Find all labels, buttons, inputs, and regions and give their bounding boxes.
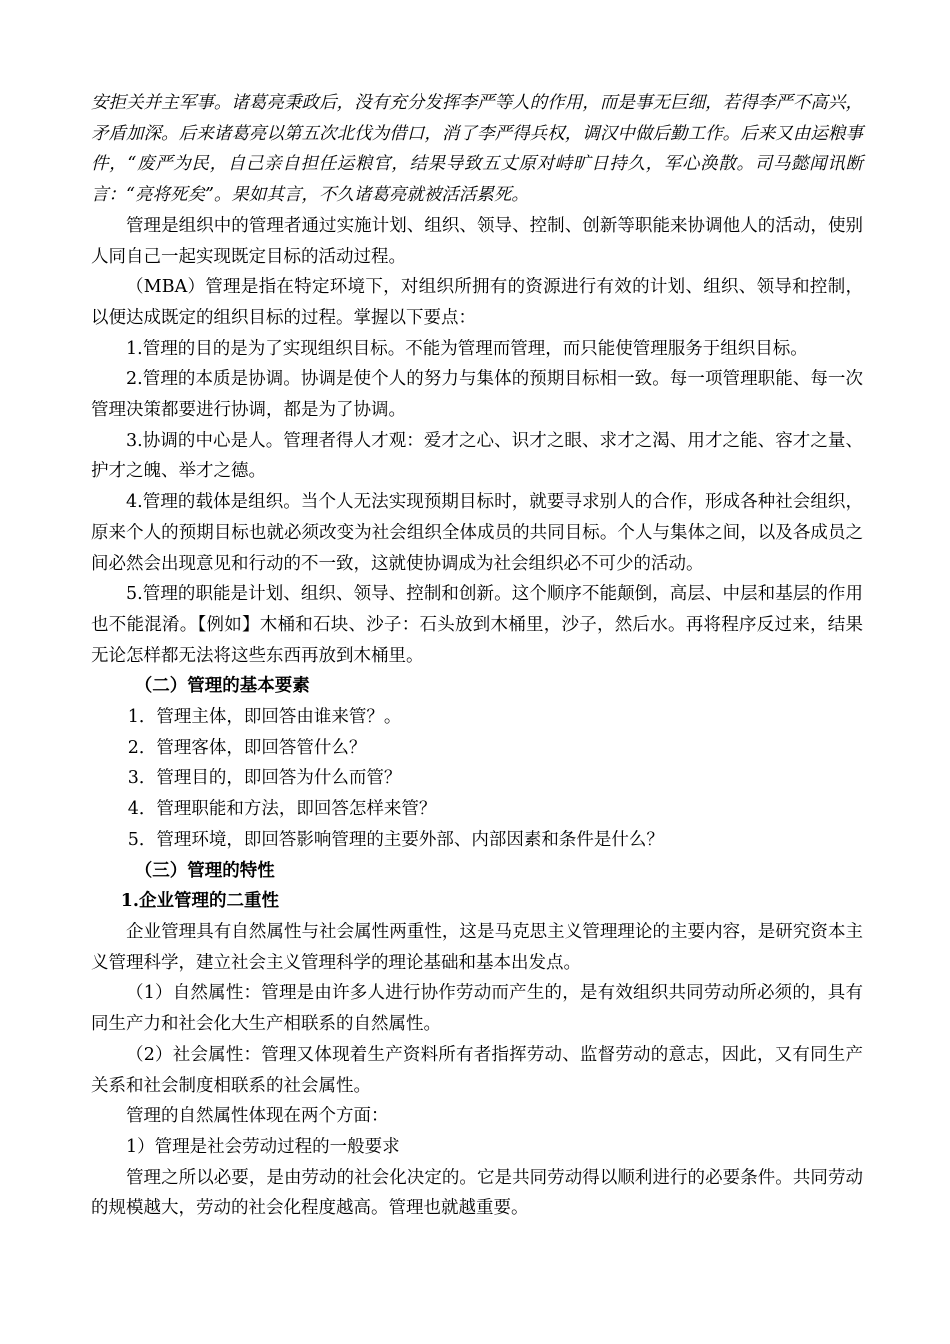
element-item: 2．管理客体，即回答管什么？: [127, 737, 367, 758]
natural-aspect-1: 1）管理是社会劳动过程的一般要求: [126, 1136, 400, 1157]
element-item: 1．管理主体，即回答由谁来管？。: [127, 707, 402, 728]
section-heading-characteristics: （三）管理的特性: [134, 860, 275, 881]
necessity-paragraph: 管理之所以必要，是由劳动的社会化决定的。它是共同劳动得以顺利进行的必要条件。共同劳动的规模越大，劳动的社会化程度越高。管理也就越重要。: [91, 1167, 863, 1219]
key-point-3: 3.协调的中心是人。管理者得人才观：爱才之心、识才之眼、求才之渴、用才之能、容才之量、护才之魄、举才之德。: [91, 430, 863, 482]
element-item: 3．管理目的，即回答为什么而管？: [127, 768, 402, 789]
natural-aspects-intro: 管理的自然属性体现在两个方面：: [126, 1106, 389, 1127]
key-point-2: 2.管理的本质是协调。协调是使个人的努力与集体的预期目标相一致。每一项管理职能、每一次管理决策都要进行协调，都是为了协调。: [91, 369, 863, 421]
subheading-duality: 1.企业管理的二重性: [120, 891, 280, 912]
element-item: 4．管理职能和方法，即回答怎样来管？: [127, 799, 437, 820]
definition-paragraph: 管理是组织中的管理者通过实施计划、组织、领导、控制、创新等职能来协调他人的活动，使别人同自己一起实现既定目标的活动过程。: [91, 215, 863, 267]
key-point-4: 4.管理的载体是组织。当个人无法实现预期目标时，就要寻求别人的合作，形成各种社会组织，原来个人的预期目标也就必须改变为社会组织全体成员的共同目标。个人与集体之间，以及各成员之间必然会出现意见和行动的不一致，这就使协调成为社会组织必不可少的活动。: [91, 492, 863, 574]
mba-definition-paragraph: （MBA）管理是指在特定环境下，对组织所拥有的资源进行有效的计划、组织、领导和控制，以便达成既定的组织目标的过程。掌握以下要点：: [91, 277, 863, 328]
document-body: [91, 88, 863, 1224]
section-heading-basic-elements: （二）管理的基本要素: [134, 676, 310, 697]
natural-attribute-paragraph: （1）自然属性：管理是由许多人进行协作劳动而产生的，是有效组织共同劳动所必须的，具有同生产力和社会化大生产相联系的自然属性。: [91, 983, 863, 1035]
story-paragraph: 安拒关并主军事。诸葛亮秉政后，没有充分发挥李严等人的作用，而是事无巨细，若得李严不高兴，矛盾加深。后来诸葛亮以第五次北伐为借口，消了李严得兵权，调汉中做后勤工作。后来又由运粮事件，“废严为民，自己亲自担任运粮官，结果导致五丈原对峙旷日持久，军心涣散。司马懿闻讯断言：“亮将死矣”。果如其言，不久诸葛亮就被活活累死。: [91, 93, 863, 206]
key-point-5: 5.管理的职能是计划、组织、领导、控制和创新。这个顺序不能颠倒，高层、中层和基层的作用也不能混淆。【例如】木桶和石块、沙子：石头放到木桶里，沙子，然后水。再将程序反过来，结果无论怎样都无法将这些东西再放到木桶里。: [91, 584, 863, 666]
key-point-1: 1.管理的目的是为了实现组织目标。不能为管理而管理，而只能使管理服务于组织目标。: [126, 338, 808, 359]
duality-paragraph: 企业管理具有自然属性与社会属性两重性，这是马克思主义管理理论的主要内容，是研究资本主义管理科学，建立社会主义管理科学的理论基础和基本出发点。: [91, 921, 863, 973]
element-item: 5．管理环境，即回答影响管理的主要外部、内部因素和条件是什么？: [127, 829, 664, 850]
social-attribute-paragraph: （2）社会属性：管理又体现着生产资料所有者指挥劳动、监督劳动的意志，因此，又有同生产关系和社会制度相联系的社会属性。: [91, 1044, 863, 1096]
